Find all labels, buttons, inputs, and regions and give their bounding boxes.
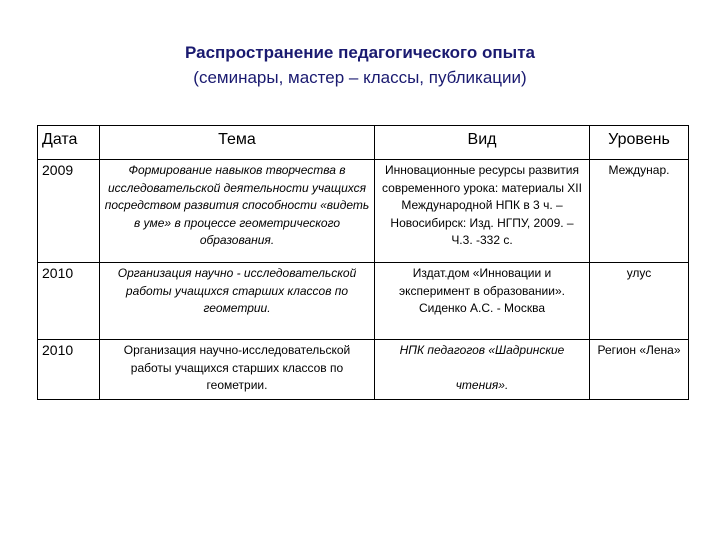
cell-date: 2010: [38, 263, 100, 340]
header-date: Дата: [38, 126, 100, 160]
slide-title: [0, 40, 720, 90]
table-row: [38, 340, 689, 400]
table-row: [38, 160, 689, 263]
header-level: Уровень: [590, 126, 689, 160]
header-type: Вид: [375, 126, 590, 160]
cell-level: улус: [590, 263, 689, 340]
cell-type: Издат.дом «Инновации и эксперимент в образовании». Сиденко А.С. - Москва: [375, 263, 590, 340]
experience-table: [37, 125, 689, 400]
cell-date: 2009: [38, 160, 100, 263]
cell-level: Регион «Лена»: [590, 340, 689, 400]
cell-type: [375, 340, 590, 400]
cell-type-part-1: НПК педагогов «Шадринские: [399, 343, 565, 357]
cell-type-part-2: чтения».: [455, 377, 509, 392]
title-line-1: Распространение педагогического опыта: [185, 43, 535, 62]
title-line-2: (семинары, мастер – классы, публикации): [193, 68, 527, 87]
header-theme: Тема: [100, 126, 375, 160]
cell-theme: Организация научно - исследовательской работы учащихся старших классов по геометрии.: [100, 263, 375, 340]
cell-date: 2010: [38, 340, 100, 400]
table-row: [38, 263, 689, 340]
cell-type: Инновационные ресурсы развития современного урока: материалы XII Международной НПК в 3 ч. – Новосибирск: Изд. НГПУ, 2009. – Ч.3. -332 с.: [375, 160, 590, 263]
cell-theme: Организация научно-исследовательской работы учащихся старших классов по геометрии.: [100, 340, 375, 400]
cell-level: Междунар.: [590, 160, 689, 263]
cell-theme: Формирование навыков творчества в исследовательской деятельности учащихся посредством развития способности «видеть в уме» в процессе геометрического образования.: [100, 160, 375, 263]
header-row: [38, 126, 689, 160]
